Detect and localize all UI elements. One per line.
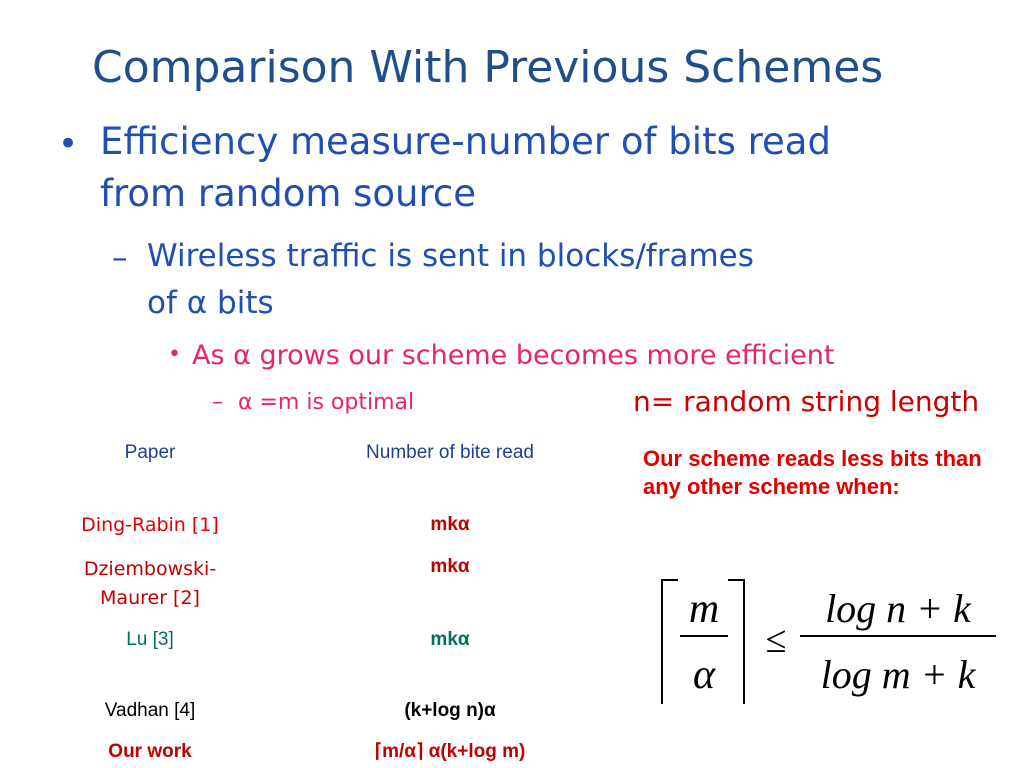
rhs-numerator: log n + k (825, 586, 971, 631)
table-row-paper: Vadhan [4] (104, 700, 196, 721)
sub-bullet-wireless-line2: of α bits (147, 285, 274, 321)
inequality-formula (648, 570, 1008, 710)
sub-bullet-dash: – (112, 240, 128, 276)
table-row-bits: mkα (430, 629, 470, 650)
table-row-paper: Our work (108, 741, 192, 762)
sub-sub-bullet-alpha-grows: As α grows our scheme becomes more efficient (192, 340, 835, 371)
claim-text: Our scheme reads less bits than any other scheme when: (643, 446, 982, 499)
table-row-paper: Lu [3] (126, 629, 174, 650)
bullet-efficiency-line1: Efficiency measure-number of bits read (100, 120, 831, 163)
note-random-string-length: n= random string length (633, 385, 980, 418)
table-header-paper: Paper (124, 442, 176, 463)
table-row-bits: ⌈m/α⌉ α(k+log m) (374, 741, 526, 762)
lhs-denominator: α (692, 652, 716, 698)
table-row-bits: mkα (430, 556, 470, 577)
ceiling-bracket-right (728, 580, 744, 704)
bullet-dot: • (168, 342, 181, 367)
table-row-paper: Maurer [2] (100, 587, 200, 609)
sub-sub-sub-bullet-optimal: α =m is optimal (238, 390, 415, 415)
rhs-denominator: log m + k (820, 652, 976, 697)
sub-bullet-dash: – (212, 390, 223, 415)
table-row-bits: (k+log n)α (404, 700, 496, 721)
lhs-numerator: m (688, 586, 720, 632)
table-row-paper: Dziembowski- (83, 558, 217, 580)
ceiling-bracket-left (662, 580, 678, 704)
sub-bullet-wireless-line1: Wireless traffic is sent in blocks/frames (147, 238, 754, 274)
slide-title: Comparison With Previous Schemes (92, 42, 884, 93)
bullet-efficiency-line2: from random source (100, 172, 476, 215)
less-equal-sign: ≤ (765, 619, 787, 661)
table-header-bits: Number of bite read (366, 442, 534, 463)
table-row-bits: mkα (430, 514, 470, 535)
table-row-paper: Ding-Rabin [1] (81, 514, 219, 536)
bullet-dot: • (58, 124, 79, 164)
